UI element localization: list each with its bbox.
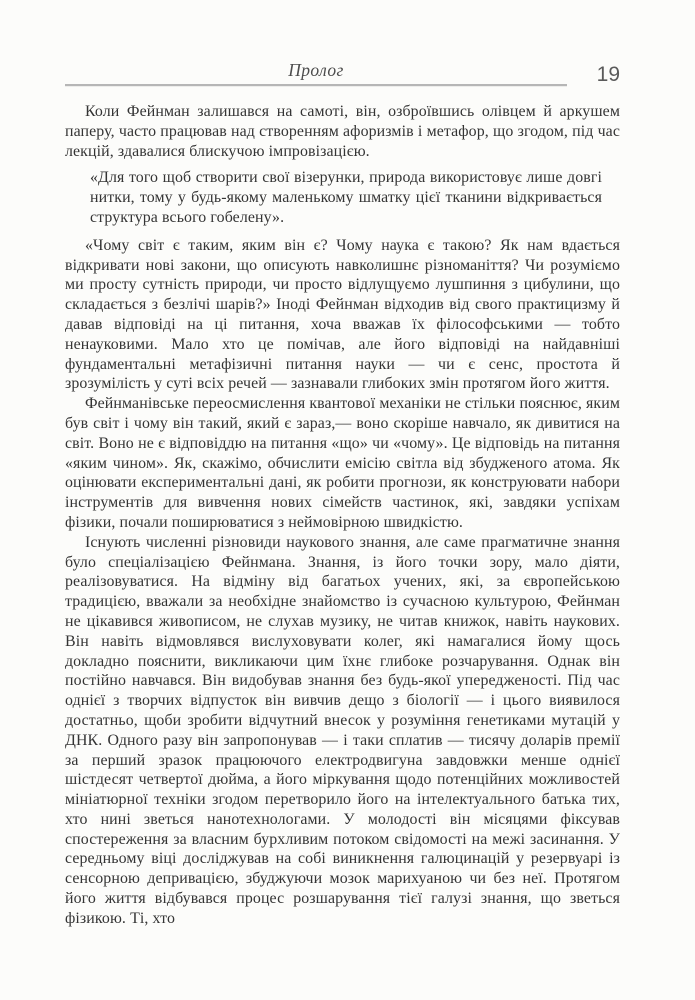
page-number: 19 [596,63,620,86]
page-content [65,54,620,929]
paragraph-quantum-rethinking: Фейнманівське переосмислення квантової механіки не стільки пояснює, яким був світ і чому він такий, який є зараз,— воно скоріше навчало, як дивитися на світ. Воно не є відповіддю на питання «що» чи «чому». Це відповідь на питання «яким чином». Як, скажімо, обчислити емісію світла від збудженого атома. Як оцінювати експериментальні дані, як робити прогнози, як конструювати набори інструментів для вивчення нових сімейств частинок, які, завдяки успіхам фізики, почали поширюватися з неймовірною швидкістю. [65,395,620,531]
header-rule [65,84,567,86]
body-text [65,102,620,929]
page-header [65,54,620,86]
paragraph-questions: «Чому світ є таким, яким він є? Чому наука є такою? Як нам вдається відкривати нові закони, що описують навколишнє різноманіття? Чи розуміємо ми просту сутність природи, чи просто відлущуємо лушпиння з цибулини, що складається з безлічі шарів?» Іноді Фейнман відходив від свого практицизму й давав відповіді на ці питання, хоча вважав їх філософськими — тобто ненауковими. Мало хто це помічав, але його відповіді на найдавніші фундаментальні метафізичні питання науки — чи є сенс, простота й зрозумілість у суті всіх речей — зазнавали глибоких змін протягом його життя. [65,236,620,393]
quote-paragraph: «Для того щоб створити свої візерунки, природа використовує лише довгі нитки, тому у будь-якому маленькому шматку цієї тканини відкривається структура всього гобелену». [90,169,602,226]
paragraph-opening: Коли Фейнман залишався на самоті, він, озброївшись олівцем й аркушем паперу, часто працював над створенням афоризмів і метафор, що згодом, під час лекцій, здавалися блискучою імпровізацією. [65,103,620,160]
running-title: Пролог [288,60,344,80]
paragraph-pragmatic-knowledge: Існують численні різновиди наукового знання, але саме прагматичне знання було спеціалізацією Фейнмана. Знання, із його точки зору, мало діяти, реалізовуватися. На відміну від багатьох учених, які, за європейською традицією, вважали за необхідне знайомство із сучасною культурою, Фейнман не цікавився живописом, не слухав музику, не читав книжок, навіть наукових. Він навіть відмовлявся вислуховувати колег, які намагалися йому щось докладно пояснити, викликаючи цим їхнє глибоке розчарування. Однак він постійно навчався. Він видобував знання без будь-якої упередженості. Під час однієї з творчих відпусток він вивчив дещо з біології — і цього виявилося достатньо, щоби зробити відчутний внесок у розуміння генетиками мутацій у ДНК. Одного разу він запропонував — і таки сплатив — тисячу доларів премії за перший зразок працюючого електродвигуна завдовжки менше однієї шістдесят четвертої дюйма, а його міркування щодо потенційних можливостей мініатюрної техніки згодом перетворило його на інтелектуального батька тих, хто нині зветься нанотехнологами. У молодості він місяцями фіксував спостереження за власним бурхливим потоком свідомості на межі засинання. У середньому віці досліджував на собі виникнення галюцинацій у резервуарі із сенсорною депривацією, збуджуючи мозок марихуаною чи без неї. Протягом його життя відбувався процес розшарування тієї галузі знання, що зветься фізикою. Ті, хто [65,533,620,927]
